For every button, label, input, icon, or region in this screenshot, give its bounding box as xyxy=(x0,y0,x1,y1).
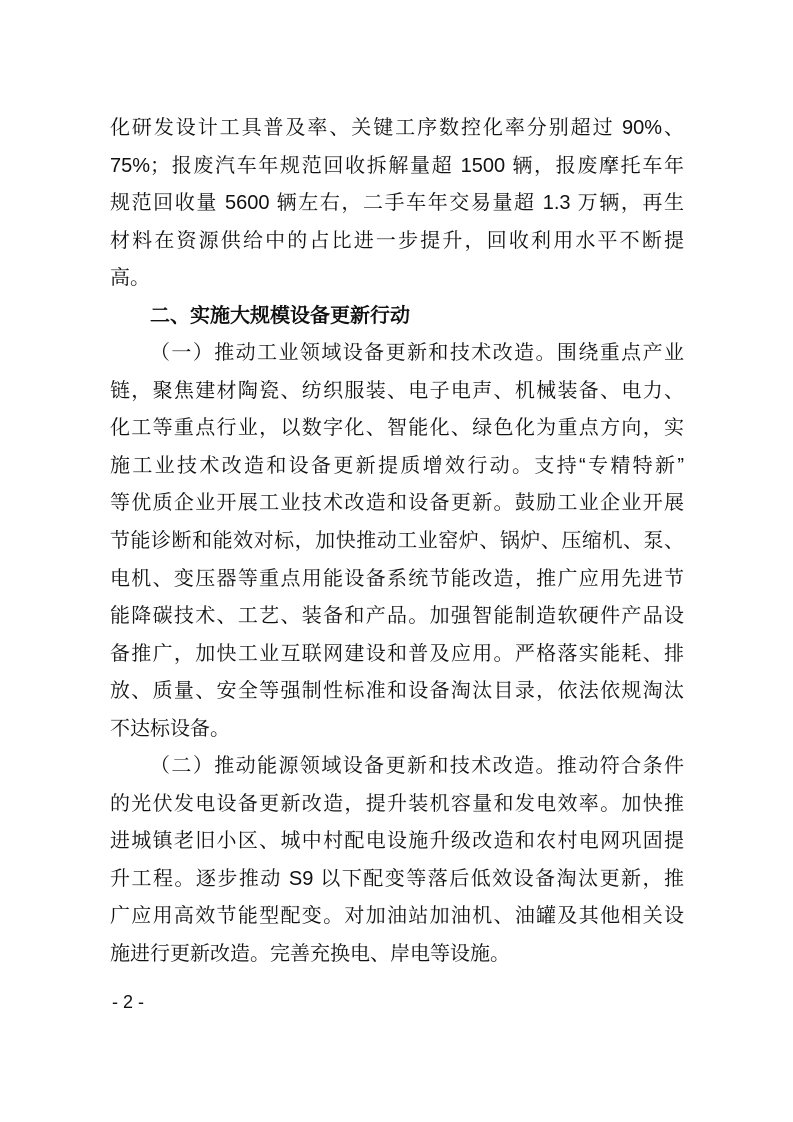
paragraph-text: 广应用高效节能型配变。对加油站加油机、油罐及其他相关设 xyxy=(110,905,684,928)
paragraph-text: 化研发设计工具普及率、关键工序数控化率分别超过 90%、 xyxy=(110,117,684,139)
document-body xyxy=(110,110,684,974)
paragraph-text: 升工程。逐步推动 S9 以下配变等落后低效设备淘汰更新，推 xyxy=(110,867,684,890)
paragraph-text: 节能诊断和能效对标，加快推动工业窑炉、锅炉、压缩机、泵、 xyxy=(110,530,684,553)
text-line xyxy=(110,373,684,411)
paragraph-text: 等优质企业开展工业技术改造和设备更新。鼓励工业企业开展 xyxy=(110,492,684,515)
paragraph-text: 规范回收量 5600 辆左右，二手车年交易量超 1.3 万辆，再生 xyxy=(110,192,684,215)
text-line xyxy=(110,223,684,261)
text-line xyxy=(110,711,684,749)
text-line xyxy=(110,335,684,373)
paragraph-text: 能降碳技术、工艺、装备和产品。加强智能制造软硬件产品设 xyxy=(110,605,684,628)
text-line xyxy=(110,561,684,599)
paragraph-text: 施进行更新改造。完善充换电、岸电等设施。 xyxy=(110,943,510,966)
paragraph-text: 放、质量、安全等强制性标准和设备淘汰目录，依法依规淘汰 xyxy=(110,680,684,703)
paragraph-text: 备推广，加快工业互联网建设和普及应用。严格落实能耗、排 xyxy=(110,642,684,665)
text-line xyxy=(110,298,684,336)
paragraph-text: 电机、变压器等重点用能设备系统节能改造，推广应用先进节 xyxy=(110,567,684,590)
text-line xyxy=(110,636,684,674)
text-line xyxy=(110,185,684,223)
paragraph-lead: （二）推动能源领域设备更新和技术改造。 xyxy=(150,755,557,778)
paragraph-text: 不达标设备。 xyxy=(110,717,230,740)
text-line xyxy=(110,598,684,636)
page-number: - 2 - xyxy=(112,992,145,1012)
text-line xyxy=(110,523,684,561)
paragraph-text: 进城镇老旧小区、城中村配电设施升级改造和农村电网巩固提 xyxy=(110,830,684,853)
text-line xyxy=(110,448,684,486)
text-line xyxy=(110,110,684,148)
text-line xyxy=(110,260,684,298)
paragraph-text: 高。 xyxy=(110,267,150,290)
paragraph-text: 的光伏发电设备更新改造，提升装机容量和发电效率。加快推 xyxy=(110,792,684,815)
text-line xyxy=(110,898,684,936)
paragraph-text: 推动符合条件 xyxy=(556,755,685,778)
paragraph-text: 75%；报废汽车年规范回收拆解量超 1500 辆，报废摩托车年 xyxy=(110,154,684,177)
text-line xyxy=(110,936,684,974)
section-heading: 二、实施大规模设备更新行动 xyxy=(150,304,410,327)
text-line xyxy=(110,673,684,711)
text-line xyxy=(110,861,684,899)
text-line xyxy=(110,148,684,186)
paragraph-text: 施工业技术改造和设备更新提质增效行动。支持“专精特新” xyxy=(110,454,684,477)
paragraph-text: 材料在资源供给中的占比进一步提升，回收利用水平不断提 xyxy=(110,229,684,252)
text-line xyxy=(110,485,684,523)
text-line xyxy=(110,786,684,824)
paragraph-text: 链，聚焦建材陶瓷、纺织服装、电子电声、机械装备、电力、 xyxy=(110,379,684,402)
paragraph-text: 围绕重点产业 xyxy=(556,342,685,365)
text-line xyxy=(110,748,684,786)
text-line xyxy=(110,410,684,448)
paragraph-lead: （一）推动工业领域设备更新和技术改造。 xyxy=(150,342,557,365)
text-line xyxy=(110,823,684,861)
paragraph-text: 化工等重点行业，以数字化、智能化、绿色化为重点方向，实 xyxy=(110,417,684,440)
